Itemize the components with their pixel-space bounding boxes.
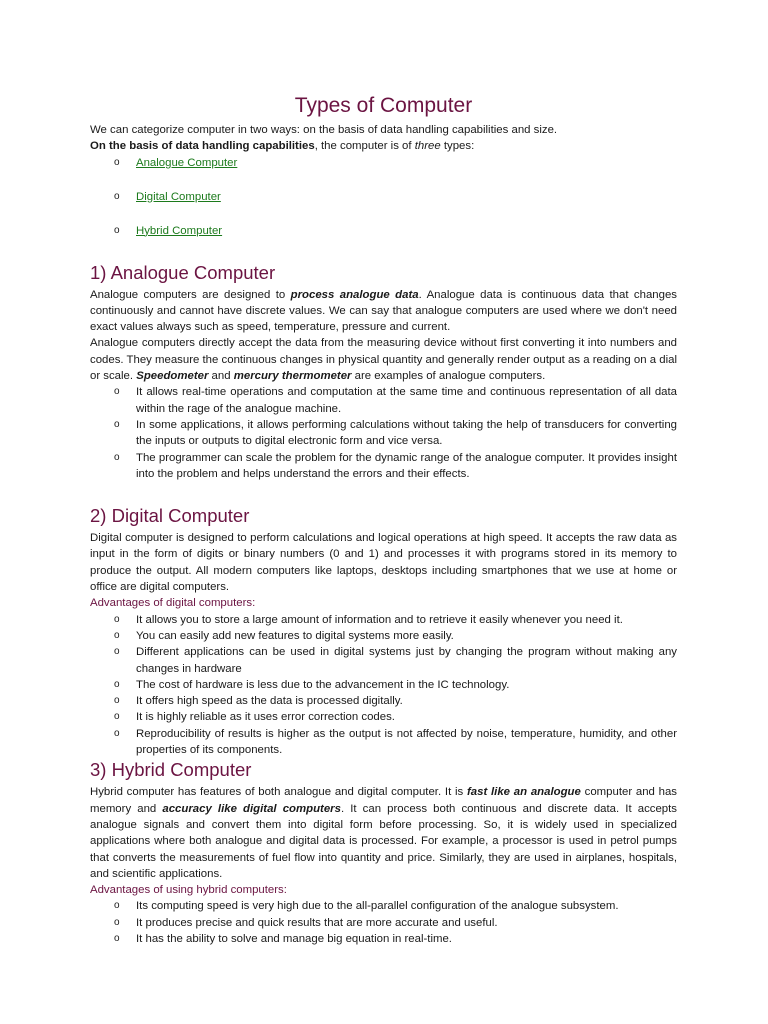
bullet-icon: o [114, 646, 120, 658]
intro-types-line: On the basis of data handling capabilities, the computer is of three types: [90, 140, 475, 153]
digital-paragraph: Digital computer is designed to perform calculations and logical operations at high speed. It accepts the raw data as input in the form of digits or binary numbers (0 and 1) and processes it with programs stored in its memory to produce the output. All modern computers like laptops, desktops including smartphones that we use at home or office are digital computers. [90, 532, 677, 594]
digital-computer-link[interactable]: Digital Computer [136, 190, 221, 203]
list-item: o It allows real-time operations and computation at the same time and continuous representation of all data within the rage of the analogue machine. [114, 386, 677, 415]
bullet-icon: o [114, 418, 120, 430]
bullet-icon: o [114, 224, 120, 236]
list-item: o The programmer can scale the problem for the dynamic range of the analogue computer. It provides insight into the problem and helps understand the errors and their effects. [114, 451, 677, 480]
list-item: o You can easily add new features to digital systems more easily. [90, 628, 677, 644]
list-item: o Its computing speed is very high due to the all-parallel configuration of the analogue subsystem. [90, 898, 677, 914]
bullet-icon: o [114, 727, 120, 739]
list-item: o It produces precise and quick results that are more accurate and useful. [90, 915, 677, 931]
bullet-icon: o [114, 916, 120, 928]
page-title: Types of Computer [294, 94, 473, 117]
bullet-icon: o [114, 678, 120, 690]
analogue-paragraph-1: Analogue computers are designed to process analogue data. Analogue data is continuous data that changes continuously and cannot have discrete values. We can say that analogue computers are used where we don't need exact values always such as speed, temperature, pressure and current. [90, 288, 677, 334]
digital-heading: 2) Digital Computer [90, 505, 250, 527]
bullet-icon: o [114, 900, 120, 912]
list-item: o It is highly reliable as it uses error correction codes. [90, 709, 677, 725]
analogue-paragraph-2: Analogue computers directly accept the data from the measuring device without first converting it into numbers and codes. They measure the continuous changes in physical quantity and generally render output as a reading on a dial or scale. Speedometer and mercury thermometer are examples of analogue computers. [90, 337, 677, 383]
analogue-computer-link[interactable]: Analogue Computer [136, 156, 238, 169]
intro-line: We can categorize computer in two ways: on the basis of data handling capabilities and size. [90, 124, 558, 136]
analogue-points-list [90, 384, 677, 482]
list-item [90, 189, 677, 223]
list-item: o It allows you to store a large amount of information and to retrieve it easily whenever you need it. [90, 612, 677, 628]
document-page [90, 92, 677, 947]
list-item: o In some applications, it allows performing calculations without taking the help of transducers for converting the inputs or outputs to digital electronic form and vice versa. [114, 418, 677, 448]
types-link-list [90, 155, 677, 257]
bullet-icon: o [114, 386, 120, 398]
bullet-icon: o [114, 932, 120, 944]
list-item: o It offers high speed as the data is processed digitally. [90, 693, 677, 709]
analogue-heading: 1) Analogue Computer [90, 261, 276, 283]
list-item: o The cost of hardware is less due to the advancement in the IC technology. [90, 677, 677, 693]
list-item [90, 223, 677, 257]
hybrid-advantages-heading: Advantages of using hybrid computers: [90, 884, 287, 897]
bullet-icon: o [114, 695, 120, 707]
list-item [90, 155, 677, 189]
hybrid-advantages-list [90, 898, 677, 947]
bullet-icon: o [114, 190, 120, 202]
bullet-icon: o [114, 613, 120, 625]
bullet-icon: o [114, 711, 120, 723]
list-item: o Reproducibility of results is higher as the output is not affected by noise, temperature, humidity, and other properties of its components. [114, 727, 677, 757]
list-item: o Different applications can be used in digital systems just by changing the program without making any changes in hardware [114, 646, 677, 675]
hybrid-paragraph: Hybrid computer has features of both analogue and digital computer. It is fast like an analogue computer and has memory and accuracy like digital computers. It can process both continuous and discrete data. It accepts analogue signals and convert them into digital form before processing. So, it is widely used in specialized applications where both analogue and digital data is processed. For example, a processor is used in petrol pumps that converts the measurements of fuel flow into quantity and price. Similarly, they are used in airplanes, hospitals, and scientific applications. [90, 786, 678, 880]
list-item: o It has the ability to solve and manage big equation in real-time. [90, 931, 677, 947]
bullet-icon: o [114, 451, 120, 463]
bullet-icon: o [114, 629, 120, 641]
digital-advantages-heading: Advantages of digital computers: [90, 597, 256, 610]
digital-advantages-list [90, 612, 677, 759]
hybrid-computer-link[interactable]: Hybrid Computer [136, 224, 223, 237]
bullet-icon: o [114, 156, 120, 168]
hybrid-heading: 3) Hybrid Computer [90, 759, 252, 781]
